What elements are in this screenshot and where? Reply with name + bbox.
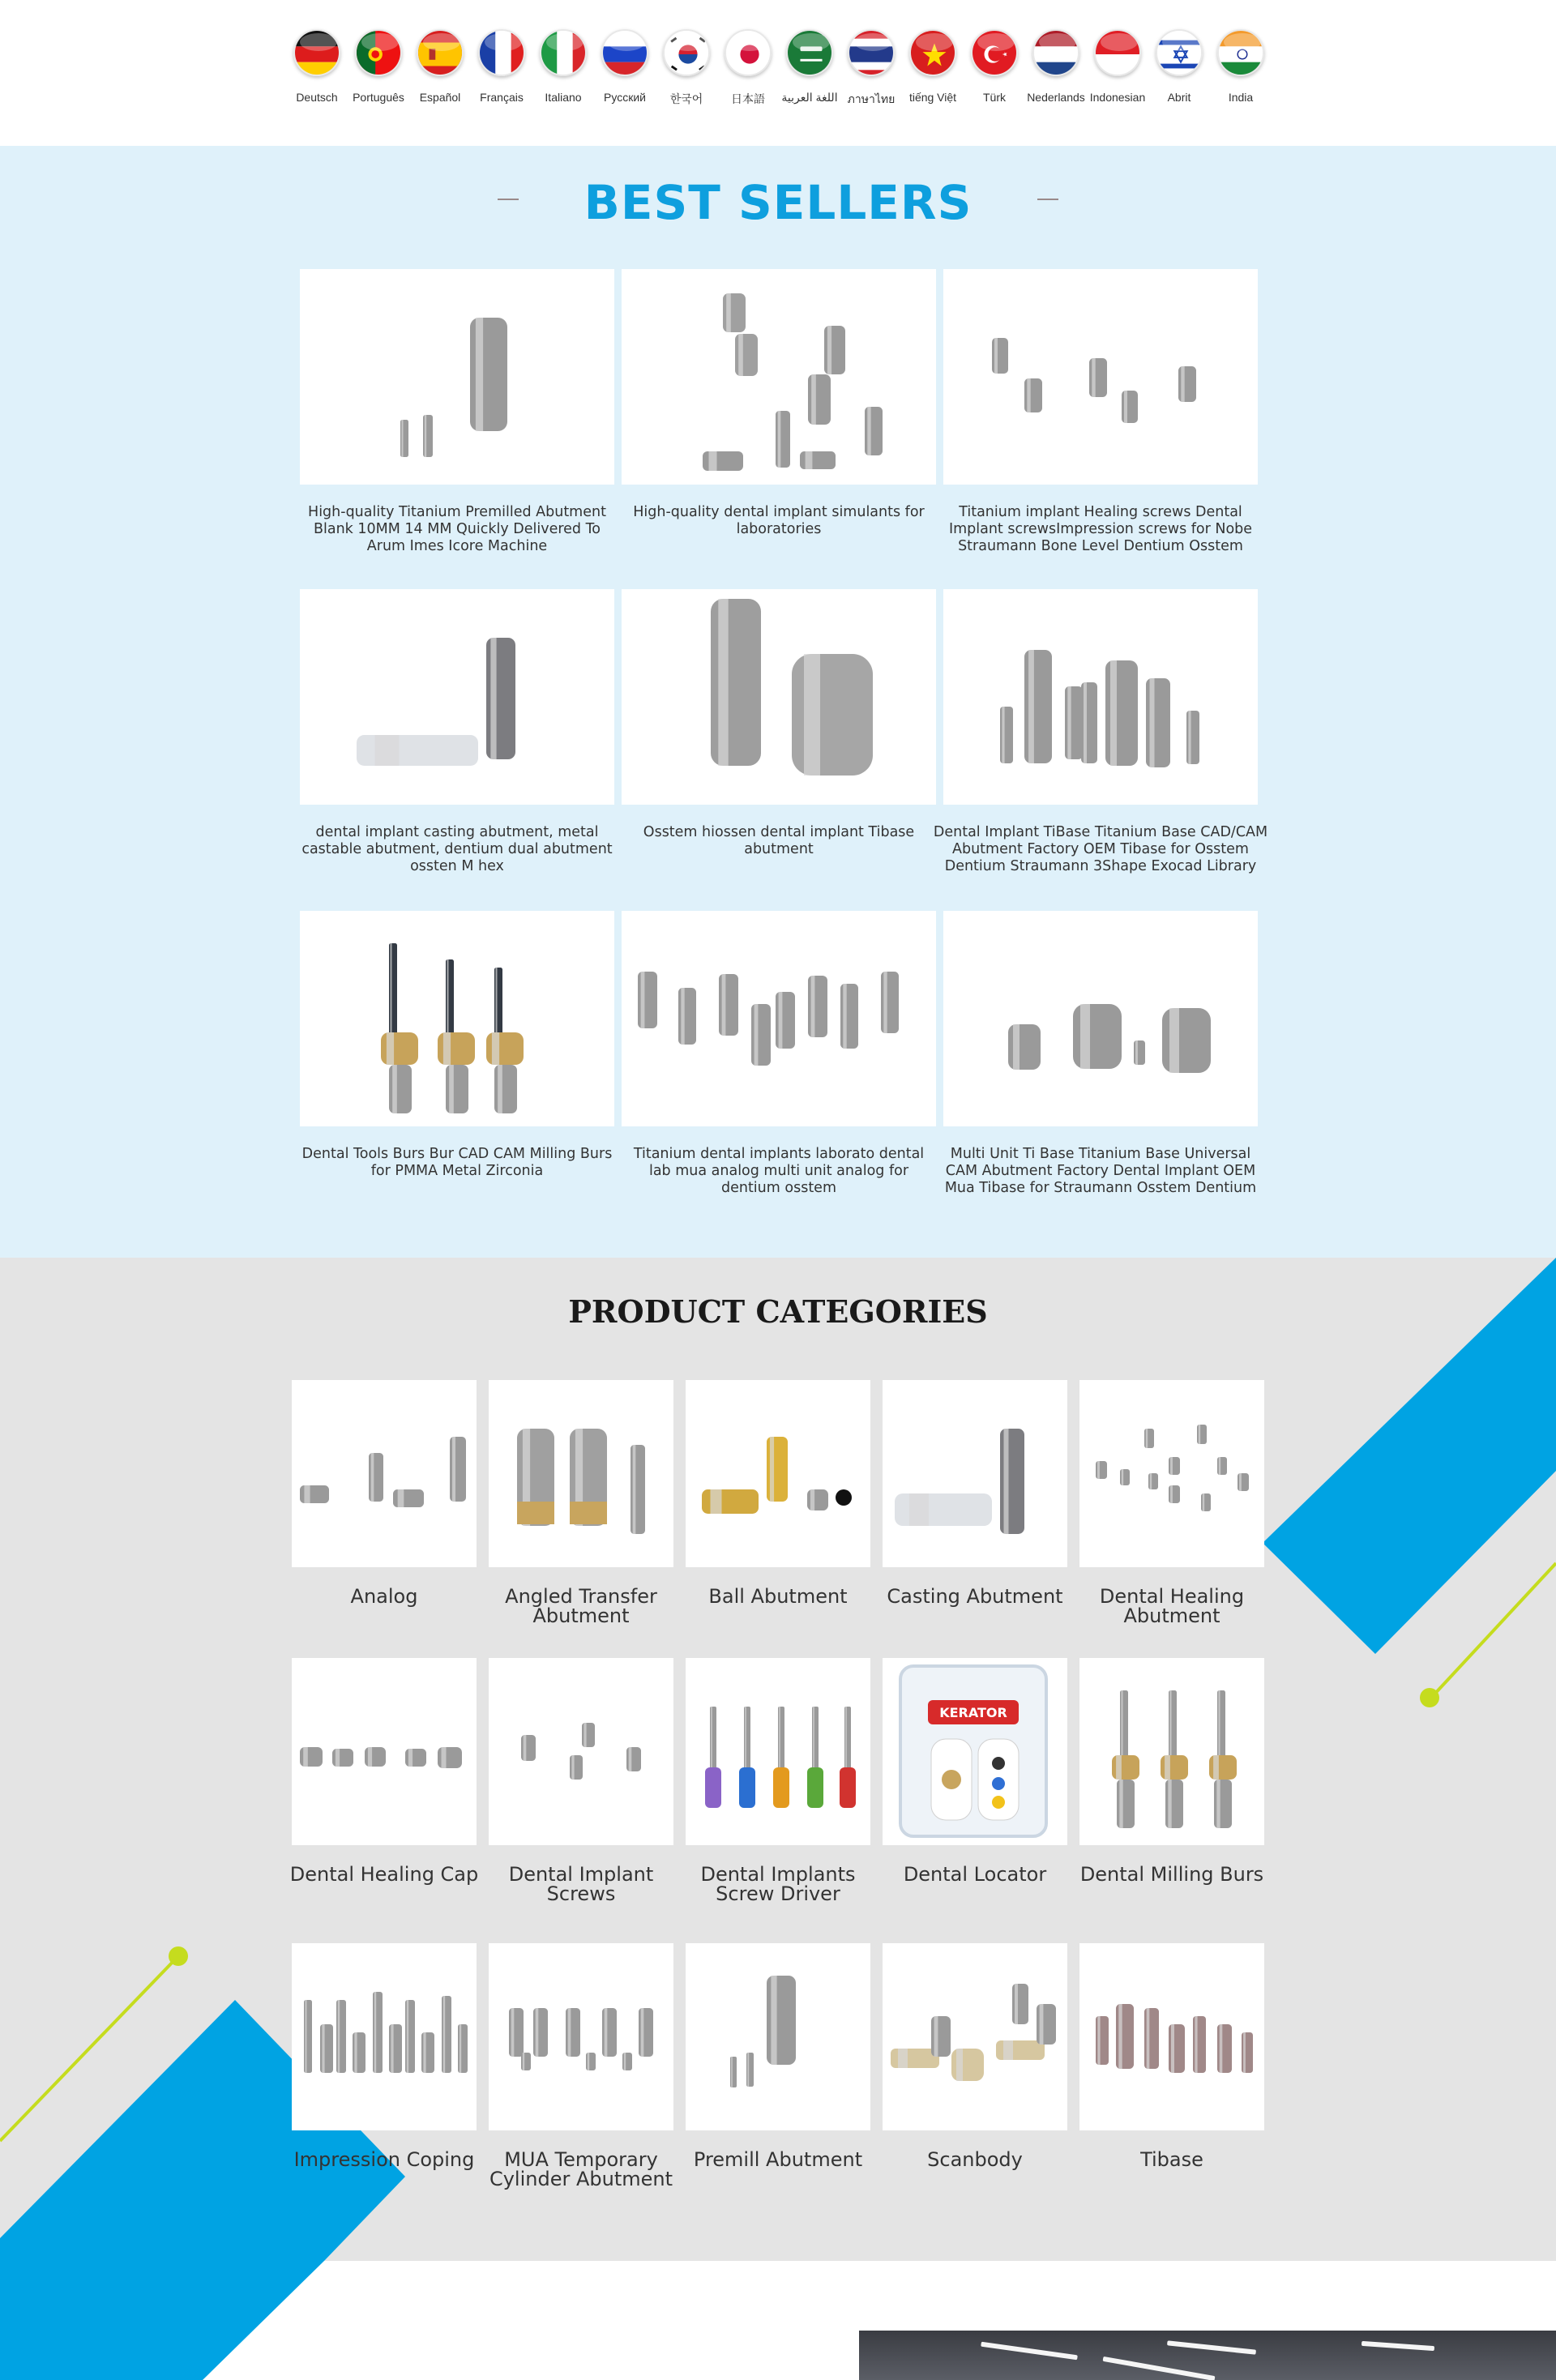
product-name-link[interactable]: High-quality Titanium Premilled Abutment Blank 10MM 14 MM Quickly Delivered To Arum Imes Icore Machine [308,504,606,554]
category-image[interactable] [292,1658,477,1845]
category-name-link[interactable]: Tibase [1140,2148,1203,2171]
ceiling-light [1103,2356,1216,2380]
language-option[interactable] [594,29,656,118]
category-image[interactable] [292,1380,477,1567]
language-option[interactable] [471,29,532,118]
category-image[interactable] [883,1943,1067,2130]
category-image[interactable] [883,1380,1067,1567]
product-card[interactable] [300,911,614,1180]
product-image[interactable] [622,269,936,485]
japan-flag-icon [725,29,772,76]
russia-flag-icon [601,29,648,76]
product-name-link[interactable]: Osstem hiossen dental implant Tibase abutment [643,824,915,857]
language-label: India [1228,91,1254,104]
language-label: 日本語 [731,92,765,105]
language-option[interactable] [1025,29,1087,118]
best-sellers-title: BEST SELLERS [584,175,972,230]
category-image[interactable] [489,1658,673,1845]
turkey-flag-icon [971,29,1018,76]
category-name-link[interactable]: Premill Abutment [693,2148,863,2171]
language-label: Indonesian [1089,91,1146,104]
language-label: Español [419,91,461,104]
blue-shape-bottom [0,2261,324,2380]
category-name-link[interactable]: Analog [350,1585,418,1608]
product-image[interactable] [943,589,1258,805]
vietnam-flag-icon [909,29,956,76]
category-card[interactable] [489,1380,673,1626]
category-name-link[interactable]: Dental Healing Abutment [1099,1585,1245,1627]
product-image[interactable] [943,269,1258,485]
product-image[interactable] [622,911,936,1126]
ceiling-light [981,2342,1078,2361]
category-name-link[interactable]: Ball Abutment [708,1585,848,1608]
category-name-link[interactable]: Impression Coping [293,2148,475,2171]
product-card[interactable] [622,589,936,858]
product-image[interactable] [943,911,1258,1126]
language-option[interactable] [348,29,409,118]
language-option[interactable] [840,29,902,118]
product-name-link[interactable]: Dental Tools Burs Bur CAD CAM Milling Burs for PMMA Metal Zirconia [301,1146,613,1179]
category-card[interactable] [883,1658,1067,1884]
category-name-link[interactable]: Dental Milling Burs [1079,1863,1264,1886]
category-image[interactable] [686,1380,870,1567]
product-card[interactable] [943,911,1258,1197]
category-card[interactable] [686,1380,870,1606]
product-image[interactable] [622,589,936,805]
category-image[interactable] [1079,1943,1264,2130]
category-name-link[interactable]: Dental Locator [903,1863,1047,1886]
category-image[interactable] [1079,1658,1264,1845]
saudi-arabia-flag-icon [786,29,833,76]
ceiling-light [1167,2340,1256,2354]
category-card[interactable] [686,1658,870,1904]
category-name-link[interactable]: Scanbody [927,2148,1023,2171]
language-option[interactable] [1087,29,1148,118]
language-label: اللغة العربية [781,91,838,104]
germany-flag-icon [293,29,340,76]
language-option[interactable] [656,29,717,118]
product-card[interactable] [300,269,614,555]
language-label: Türk [983,91,1006,104]
product-categories-title: PRODUCT CATEGORIES [568,1293,988,1330]
netherlands-flag-icon [1032,29,1079,76]
category-card[interactable] [489,1943,673,2189]
language-label: Nederlands [1027,91,1085,104]
category-image[interactable] [1079,1380,1264,1567]
language-option[interactable] [902,29,964,118]
india-flag-icon [1217,29,1264,76]
language-bar [0,0,1556,146]
category-card[interactable] [292,1380,477,1606]
israel-flag-icon [1156,29,1203,76]
language-option[interactable] [1210,29,1272,118]
indonesia-flag-icon [1094,29,1141,76]
category-card[interactable] [883,1943,1067,2169]
category-name-link[interactable]: Casting Abutment [887,1585,1063,1608]
category-image[interactable] [686,1658,870,1845]
language-list [286,29,1275,118]
category-name-link[interactable]: Angled Transfer Abutment [505,1585,657,1627]
best-sellers-heading [0,170,1556,235]
category-name-link[interactable]: Dental Implant Screws [508,1863,654,1905]
language-label: ภาษาไทย [847,92,896,105]
italy-flag-icon [540,29,587,76]
product-name-link[interactable]: Dental Implant TiBase Titanium Base CAD/CAM Abutment Factory OEM Tibase for Osstem Dentium Straumann 3Shape Exocad Library [933,824,1268,874]
best-sellers-section [0,146,1556,1258]
lime-line-right [1431,1563,1556,1698]
language-label: Français [480,91,524,104]
category-image[interactable] [489,1943,673,2130]
lime-dot-right [1420,1688,1439,1707]
category-card[interactable] [883,1380,1067,1606]
language-label: Abrit [1167,91,1191,104]
product-image[interactable] [300,269,614,485]
office-photo [859,2331,1556,2380]
language-option[interactable] [409,29,471,118]
france-flag-icon [478,29,525,76]
spain-flag-icon [417,29,464,76]
category-image[interactable] [489,1380,673,1567]
product-name-link[interactable]: Multi Unit Ti Base Titanium Base Universal CAM Abutment Factory Dental Implant OEM Mua Tibase for Straumann Osstem Dentium [944,1146,1257,1196]
category-card[interactable] [1079,1380,1264,1626]
language-label: 한국어 [669,92,703,105]
category-name-link[interactable]: Dental Implants Screw Driver [700,1863,856,1905]
product-card[interactable] [943,269,1258,555]
product-card[interactable] [933,589,1268,875]
category-card[interactable] [292,1943,477,2169]
category-card[interactable] [489,1658,673,1904]
portugal-flag-icon [355,29,402,76]
language-option[interactable] [532,29,594,118]
product-card[interactable] [300,589,614,875]
language-option[interactable] [1148,29,1210,118]
category-card[interactable] [289,1658,479,1886]
category-name-link[interactable]: Dental Healing Cap [289,1863,479,1886]
language-label: Português [353,91,404,104]
product-card[interactable] [622,269,936,538]
language-option[interactable] [964,29,1025,118]
category-image[interactable] [686,1943,870,2130]
product-card[interactable] [622,911,936,1197]
product-image[interactable] [300,911,614,1126]
ceiling-light [1362,2341,1434,2351]
locator-box-brand-label: KERATOR [939,1705,1007,1720]
category-name-link[interactable]: MUA Temporary Cylinder Abutment [489,2148,673,2190]
bottom-section [0,2261,1556,2380]
lime-dot-left [169,1946,188,1966]
category-card[interactable] [1079,1658,1264,1884]
category-card[interactable] [1079,1943,1264,2169]
category-image[interactable] [292,1943,477,2130]
category-card[interactable] [686,1943,870,2169]
language-label: tiếng Việt [908,91,957,104]
product-categories-section [0,1258,1556,2261]
language-option[interactable] [286,29,348,118]
language-label: Русский [604,91,646,104]
thailand-flag-icon [848,29,895,76]
korea-flag-icon [663,29,710,76]
language-label: Italiano [545,91,582,104]
product-name-link[interactable]: High-quality dental implant simulants for laboratories [633,504,925,537]
product-name-link[interactable]: Titanium implant Healing screws Dental Implant screwsImpression screws for Nobe Straumann Bone Level Dentium Osstem [948,504,1253,554]
product-name-link[interactable]: Titanium dental implants laborato dental lab mua analog multi unit analog for dentium osstem [633,1146,925,1196]
product-image[interactable] [300,589,614,805]
language-option[interactable] [717,29,779,118]
language-option[interactable] [779,29,840,118]
language-label: Deutsch [296,91,338,104]
product-name-link[interactable]: dental implant casting abutment, metal castable abutment, dentium dual abutment ossten M hex [301,824,613,874]
category-image[interactable] [883,1658,1067,1845]
